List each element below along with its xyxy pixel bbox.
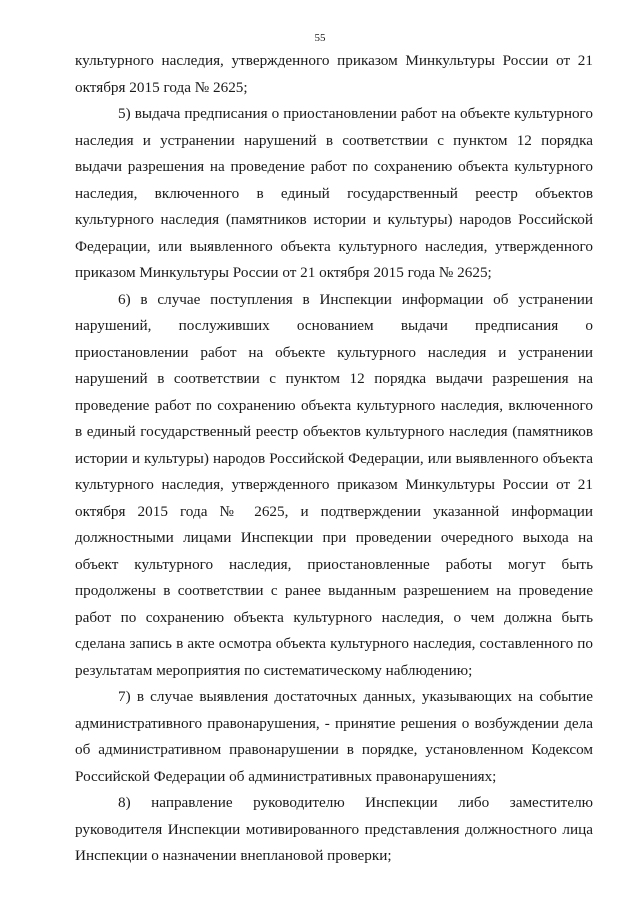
document-body [75,48,593,870]
paragraph-item-6: 6) в случае поступления в Инспекции информации об устранении нарушений, послуживших основанием выдачи предписания о приостановлении работ на объекте культурного наследия и устранении нарушений в соответствии с пунктом 12 порядка выдачи разрешения на проведение работ по сохранению объекта культурного наследия, включенного в единый государственный реестр объектов культурного наследия (памятников истории и культуры) народов Российской Федерации, или выявленного объекта культурного наследия, утвержденного приказом Минкультуры России от 21 октября 2015 года № 2625, и подтверждении указанной информации должностными лицами Инспекции при проведении очередного выхода на объект культурного наследия, приостановленные работы могут быть продолжены в соответствии с ранее выданным разрешением на проведение работ по сохранению объекта культурного наследия, о чем должна быть сделана запись в акте осмотра объекта культурного наследия, составленного по результатам мероприятия по систематическому наблюдению; [75,290,593,679]
paragraph-item-5: 5) выдача предписания о приостановлении работ на объекте культурного наследия и устранении нарушений в соответствии с пунктом 12 порядка выдачи разрешения на проведение работ по сохранению объекта культурного наследия, включенного в единый государственный реестр объектов культурного наследия (памятников истории и культуры) народов Российской Федерации, или выявленного объекта культурного наследия, утвержденного приказом Минкультуры России от 21 октября 2015 года № 2625; [75,105,593,281]
paragraph-continuation: культурного наследия, утвержденного приказом Минкультуры России от 21 октября 2015 года № 2625; [75,52,593,96]
paragraph-item-7: 7) в случае выявления достаточных данных, указывающих на событие административного правонарушения, - принятие решения о возбуждении дела об административном правонарушении в порядке, установленном Кодексом Российской Федерации об административных правонарушениях; [75,688,593,785]
paragraph-item-8: 8) направление руководителю Инспекции либо заместителю руководителя Инспекции мотивированного представления должностного лица Инспекции о назначении внеплановой проверки; [75,794,593,864]
page-number: 55 [314,32,326,44]
